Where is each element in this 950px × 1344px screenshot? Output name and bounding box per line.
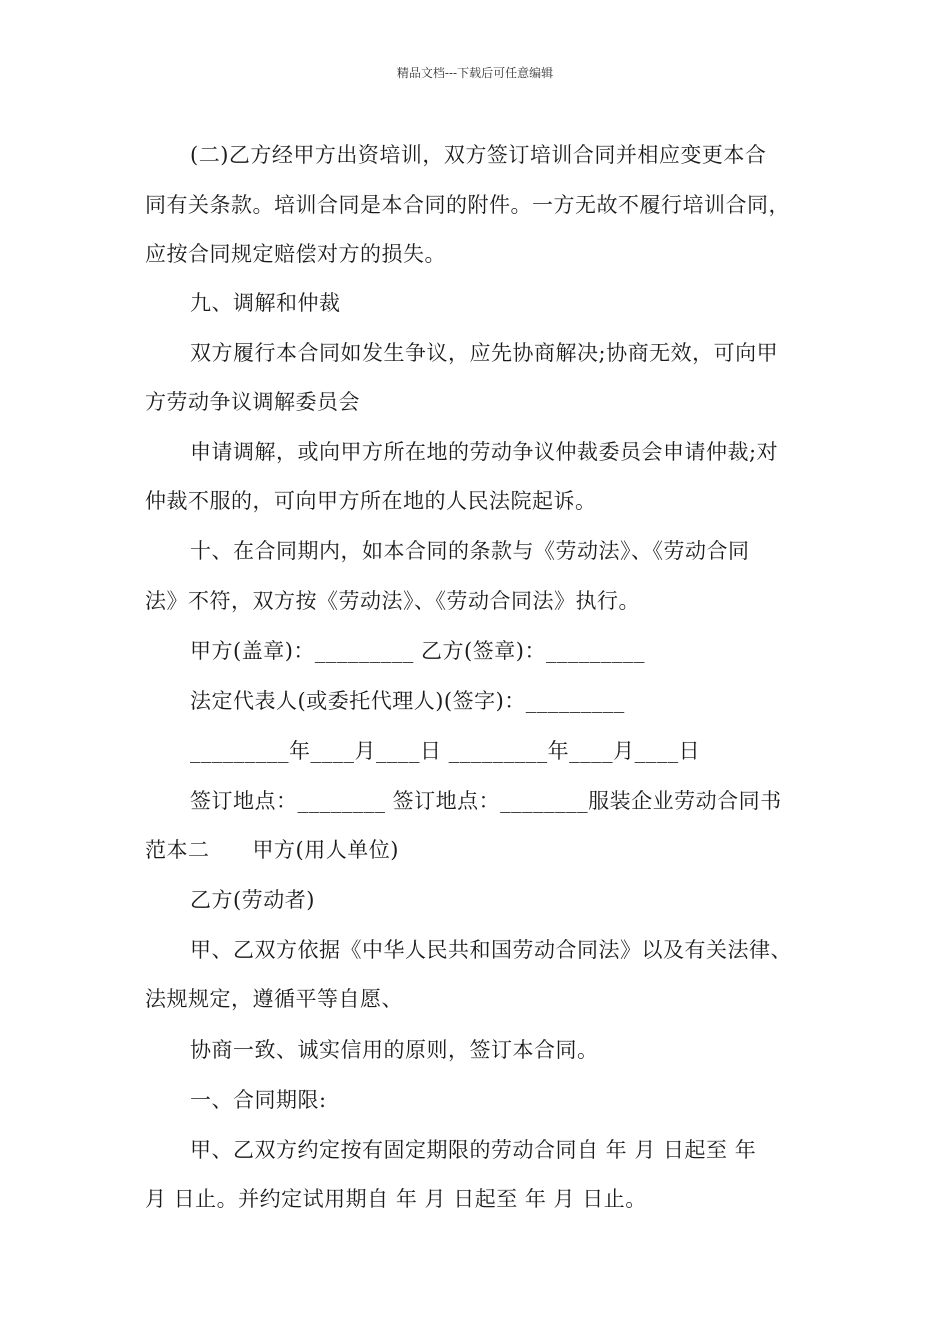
signature-line: 法定代表人(或委托代理人)(签字)：_________ bbox=[190, 689, 625, 713]
paragraph-line: 法》不符，双方按《劳动法》、《劳动合同法》执行。 bbox=[145, 589, 640, 613]
paragraph-line: 应按合同规定赔偿对方的损失。 bbox=[145, 242, 446, 266]
paragraph-line: 甲、乙双方约定按有固定期限的劳动合同自 年 月 日起至 年 bbox=[190, 1138, 757, 1162]
section-heading: 九、调解和仲裁 bbox=[190, 291, 341, 315]
section-heading: 一、合同期限: bbox=[190, 1088, 327, 1112]
paragraph-line: 十、在合同期内，如本合同的条款与《劳动法》、《劳动合同 bbox=[190, 539, 750, 563]
page-header: 精品文档---下载后可任意编辑 bbox=[396, 66, 554, 80]
paragraph-line: 甲、乙双方依据《中华人民共和国劳动合同法》以及有关法律、 bbox=[190, 938, 792, 962]
paragraph-line: 双方履行本合同如发生争议，应先协商解决;协商无效，可向甲 bbox=[190, 341, 779, 365]
location-line: 签订地点：________ 签订地点：________服装企业劳动合同书 bbox=[190, 789, 782, 813]
date-line: _________年____月____日 _________年____月____日 bbox=[190, 739, 701, 763]
paragraph-line: 月 日止。并约定试用期自 年 月 日起至 年 月 日止。 bbox=[145, 1187, 647, 1211]
paragraph-line: 协商一致、诚实信用的原则，签订本合同。 bbox=[190, 1038, 599, 1062]
paragraph-line: 乙方(劳动者) bbox=[190, 888, 315, 912]
signature-line: 甲方(盖章)：_________ 乙方(签章)：_________ bbox=[190, 639, 645, 663]
paragraph-line: 方劳动争议调解委员会 bbox=[145, 390, 360, 414]
paragraph-line: 同有关条款。培训合同是本合同的附件。一方无故不履行培训合同， bbox=[145, 193, 790, 217]
paragraph-line: 仲裁不服的，可向甲方所在地的人民法院起诉。 bbox=[145, 489, 597, 513]
paragraph-line: 法规规定，遵循平等自愿、 bbox=[145, 987, 403, 1011]
paragraph-line: 申请调解，或向甲方所在地的劳动争议仲裁委员会申请仲裁;对 bbox=[190, 440, 779, 464]
paragraph-line: 范本二 甲方(用人单位) bbox=[145, 838, 399, 862]
paragraph-line: (二)乙方经甲方出资培训，双方签订培训合同并相应变更本合 bbox=[190, 143, 767, 167]
